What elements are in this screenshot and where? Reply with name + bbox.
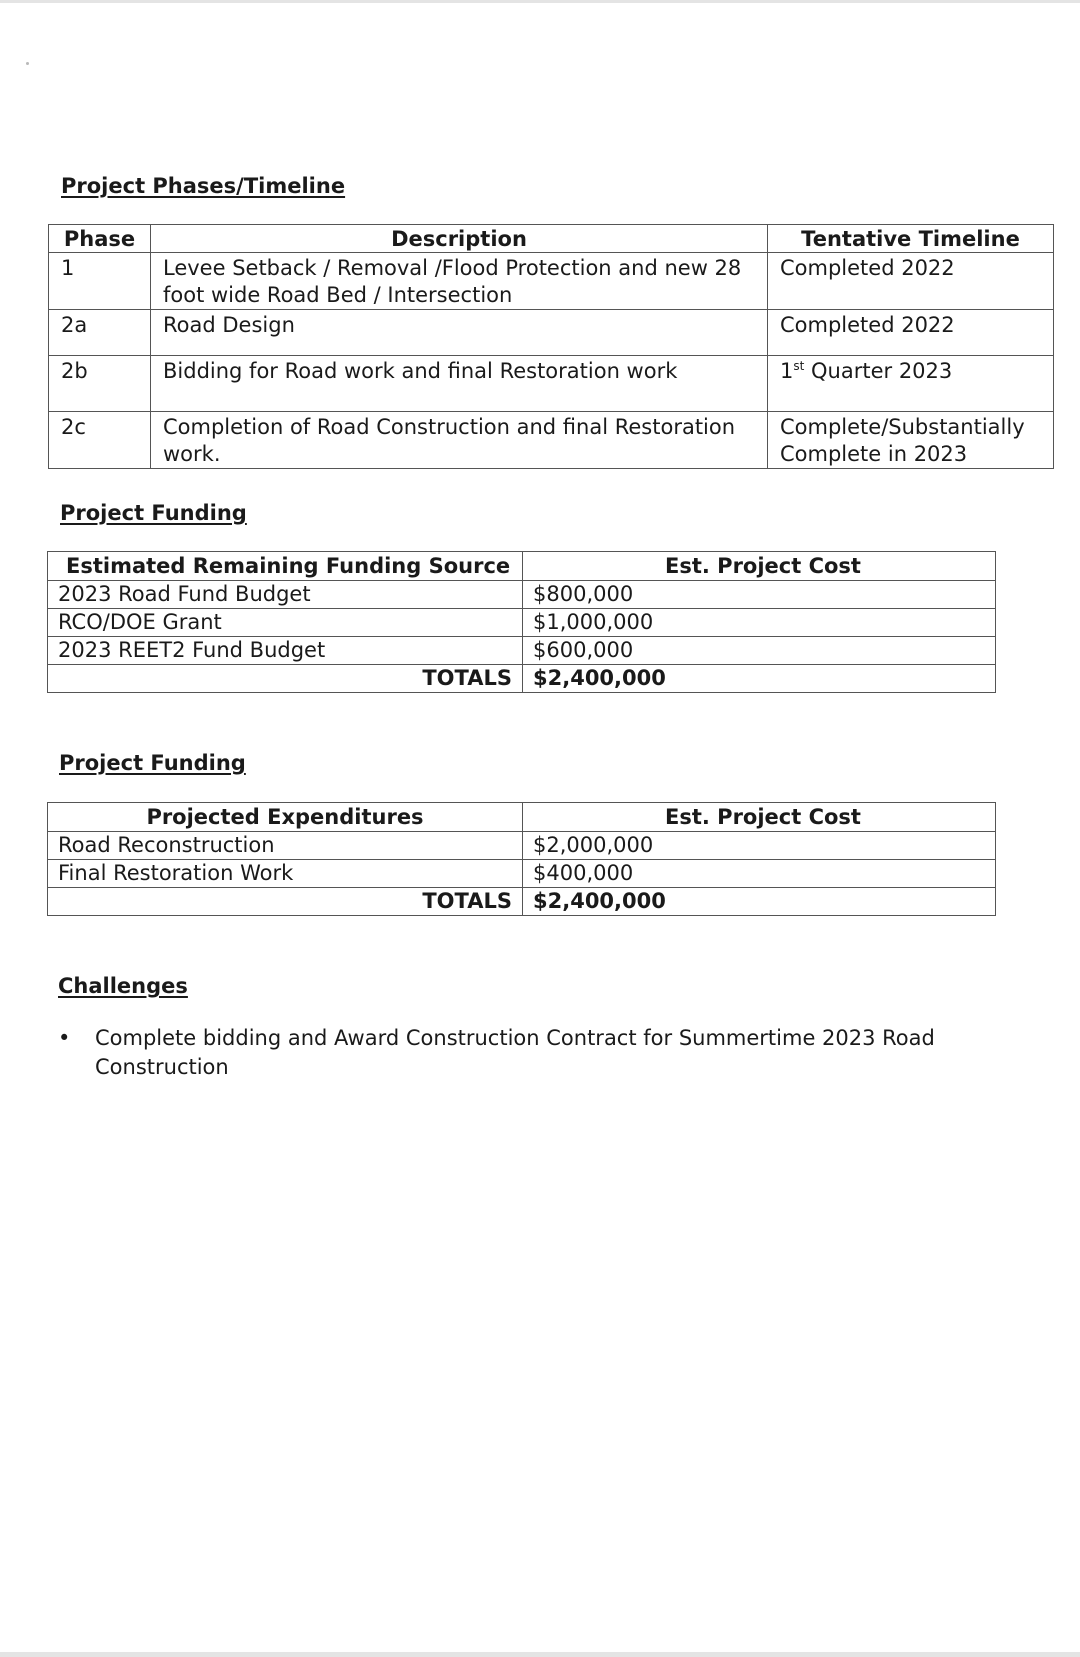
table-row [49,310,1054,356]
funding-source-column-header: Estimated Remaining Funding Source [48,552,523,581]
totals-label: TOTALS [48,888,523,916]
timeline-ordinal-suffix: st [793,359,805,373]
totals-row [48,665,996,693]
challenge-text: Complete bidding and Award Construction Contract for Summertime 2023 Road Construction [95,1026,935,1079]
scan-speck [26,62,29,65]
expenditure-cell: Final Restoration Work [48,860,523,888]
expenditures-header-row [48,803,996,832]
list-item [58,1024,958,1082]
funding-source-cell: 2023 Road Fund Budget [48,581,523,609]
funding-source-cell: RCO/DOE Grant [48,609,523,637]
table-row [48,609,996,637]
cost-cell: $400,000 [523,860,996,888]
cost-cell: $600,000 [523,637,996,665]
phase-cell: 2a [49,310,151,356]
timeline-remainder: Quarter 2023 [804,359,953,383]
timeline-cell: Completed 2022 [768,310,1054,356]
challenges-list [58,1024,958,1082]
funding-source-cell: 2023 REET2 Fund Budget [48,637,523,665]
description-cell: Road Design [151,310,768,356]
funding-heading: Project Funding [60,501,247,525]
phases-table [48,224,1054,469]
phases-heading: Project Phases/Timeline [61,174,346,198]
description-column-header: Description [151,225,768,253]
phase-cell: 2c [49,412,151,469]
table-row [49,412,1054,469]
table-row [48,832,996,860]
phase-column-header: Phase [49,225,151,253]
page-top-edge [0,0,1080,3]
cost-cell: $2,000,000 [523,832,996,860]
page-bottom-edge [0,1652,1080,1657]
expenditure-cell: Road Reconstruction [48,832,523,860]
totals-label: TOTALS [48,665,523,693]
funding-header-row [48,552,996,581]
cost-cell: $800,000 [523,581,996,609]
totals-row [48,888,996,916]
challenges-heading: Challenges [58,974,188,998]
phase-cell: 1 [49,253,151,310]
phases-header-row [49,225,1054,253]
table-row [48,581,996,609]
totals-value: $2,400,000 [523,665,996,693]
timeline-cell: Completed 2022 [768,253,1054,310]
table-row [48,637,996,665]
phase-cell: 2b [49,356,151,412]
funding-table [47,551,996,693]
description-cell: Levee Setback / Removal /Flood Protection and new 28 foot wide Road Bed / Intersection [151,253,768,310]
description-cell: Completion of Road Construction and final Restoration work. [151,412,768,469]
totals-value: $2,400,000 [523,888,996,916]
cost-column-header: Est. Project Cost [523,552,996,581]
table-row [48,860,996,888]
cost-cell: $1,000,000 [523,609,996,637]
timeline-cell [768,356,1054,412]
cost-column-header: Est. Project Cost [523,803,996,832]
expenditure-column-header: Projected Expenditures [48,803,523,832]
timeline-column-header: Tentative Timeline [768,225,1054,253]
table-row [49,356,1054,412]
timeline-cell: Complete/Substantially Complete in 2023 [768,412,1054,469]
description-cell: Bidding for Road work and final Restoration work [151,356,768,412]
bullet-icon: • [58,1026,71,1050]
table-row [49,253,1054,310]
expenditures-table [47,802,996,916]
expenditures-heading: Project Funding [59,751,246,775]
timeline-ordinal: 1 [780,359,794,383]
